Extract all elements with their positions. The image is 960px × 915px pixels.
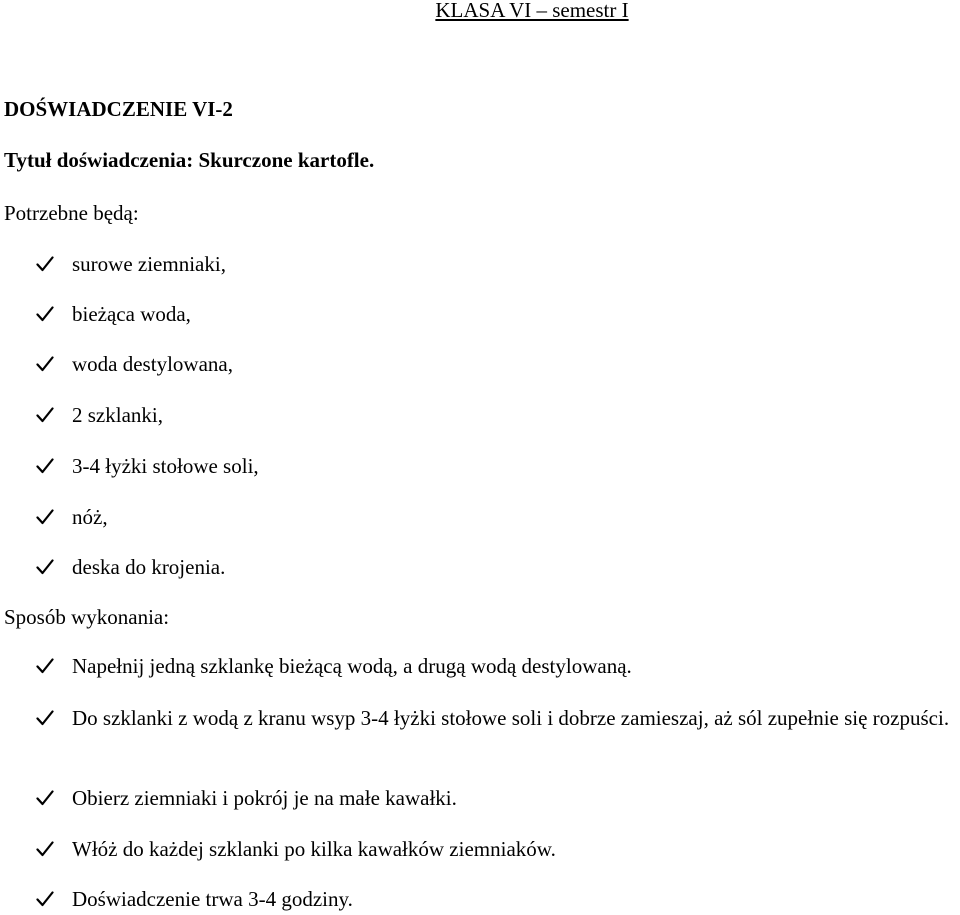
experiment-title: Tytuł doświadczenia: Skurczone kartofle. bbox=[4, 148, 375, 172]
checkmark-icon bbox=[36, 555, 56, 579]
material-text: woda destylowana, bbox=[72, 352, 233, 376]
class-header: KLASA VI – semestr I bbox=[435, 0, 629, 22]
procedure-step-text: Obierz ziemniaki i pokrój je na małe kawałki. bbox=[72, 786, 457, 810]
material-text: 2 szklanki, bbox=[72, 403, 163, 427]
checkmark-icon bbox=[36, 887, 56, 911]
checkmark-icon bbox=[36, 252, 56, 276]
checkmark-icon bbox=[36, 505, 56, 529]
checkmark-icon bbox=[36, 403, 56, 427]
checkmark-icon bbox=[36, 786, 56, 810]
material-text: surowe ziemniaki, bbox=[72, 252, 226, 276]
procedure-label: Sposób wykonania: bbox=[4, 605, 170, 629]
checkmark-icon bbox=[36, 454, 56, 478]
materials-label: Potrzebne będą: bbox=[4, 201, 139, 225]
procedure-step-text: Napełnij jedną szklankę bieżącą wodą, a drugą wodą destylowaną. bbox=[72, 654, 632, 678]
checkmark-icon bbox=[36, 654, 56, 678]
procedure-step-text: Do szklanki z wodą z kranu wsyp 3-4 łyżki stołowe soli i dobrze zamieszaj, aż sól zupełnie się rozpuści. bbox=[72, 706, 950, 730]
checkmark-icon bbox=[36, 837, 56, 861]
checkmark-icon bbox=[36, 352, 56, 376]
procedure-step-text: Włóż do każdej szklanki po kilka kawałków ziemniaków. bbox=[72, 837, 556, 861]
experiment-code: DOŚWIADCZENIE VI-2 bbox=[4, 97, 233, 121]
material-text: nóż, bbox=[72, 505, 108, 529]
procedure-step-text: Doświadczenie trwa 3-4 godziny. bbox=[72, 887, 353, 911]
checkmark-icon bbox=[36, 302, 56, 326]
checkmark-icon bbox=[36, 706, 56, 730]
material-text: bieżąca woda, bbox=[72, 302, 191, 326]
material-text: deska do krojenia. bbox=[72, 555, 226, 579]
material-text: 3-4 łyżki stołowe soli, bbox=[72, 454, 259, 478]
